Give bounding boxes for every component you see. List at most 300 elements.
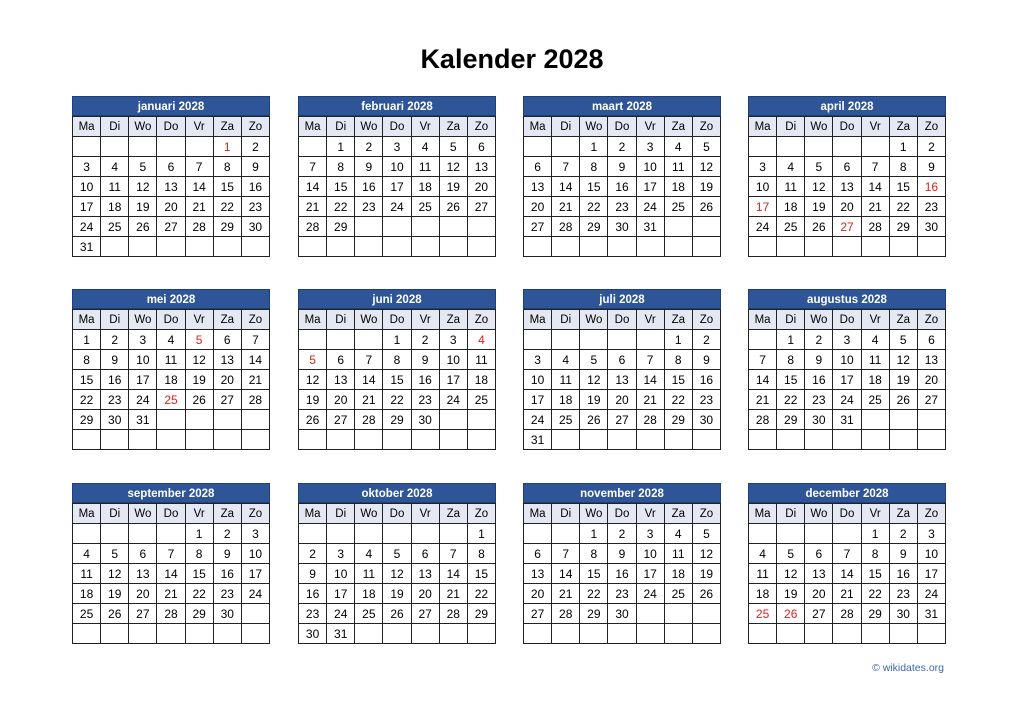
day-cell: 7: [299, 157, 327, 177]
empty-cell: [383, 237, 411, 257]
day-cell: 14: [355, 370, 383, 390]
weekday-label: Vr: [636, 117, 664, 137]
day-cell: 19: [889, 370, 917, 390]
week-row: [524, 330, 721, 350]
day-cell: 31: [636, 217, 664, 237]
empty-cell: [467, 217, 495, 237]
empty-cell: [157, 137, 185, 157]
empty-cell: [692, 430, 720, 450]
week-row: [749, 237, 946, 257]
week-row: [524, 137, 721, 157]
day-cell: 22: [327, 197, 355, 217]
month-11: [748, 483, 946, 644]
day-cell: 1: [580, 137, 608, 157]
day-cell: 20: [411, 584, 439, 604]
day-cell: 21: [439, 584, 467, 604]
day-cell: 20: [608, 390, 636, 410]
empty-cell: [185, 410, 213, 430]
day-cell: 24: [749, 217, 777, 237]
day-cell: 23: [608, 584, 636, 604]
day-cell: 9: [411, 350, 439, 370]
day-cell: 7: [185, 157, 213, 177]
day-cell: 7: [552, 544, 580, 564]
day-cell: 31: [327, 624, 355, 644]
empty-cell: [129, 237, 157, 257]
week-row: [299, 584, 496, 604]
day-cell: 3: [241, 524, 269, 544]
empty-cell: [241, 237, 269, 257]
empty-cell: [241, 604, 269, 624]
empty-cell: [749, 237, 777, 257]
day-cell: 23: [608, 197, 636, 217]
day-cell: 12: [692, 157, 720, 177]
weekday-label: Za: [213, 310, 241, 330]
empty-cell: [101, 237, 129, 257]
weekday-label: Di: [327, 310, 355, 330]
week-row: [73, 564, 270, 584]
weekday-row: [299, 504, 496, 524]
empty-cell: [749, 624, 777, 644]
month-header: oktober 2028: [298, 483, 496, 503]
day-cell: 27: [467, 197, 495, 217]
day-cell: 22: [580, 584, 608, 604]
weekday-label: Za: [213, 117, 241, 137]
day-cell: 11: [411, 157, 439, 177]
holiday-day-cell: 26: [777, 604, 805, 624]
day-cell: 27: [917, 390, 945, 410]
month-header: maart 2028: [523, 96, 721, 116]
day-cell: 7: [749, 350, 777, 370]
day-cell: 18: [101, 197, 129, 217]
day-cell: 8: [185, 544, 213, 564]
day-cell: 2: [355, 137, 383, 157]
day-cell: 2: [608, 137, 636, 157]
day-cell: 29: [889, 217, 917, 237]
empty-cell: [524, 524, 552, 544]
day-cell: 6: [524, 544, 552, 564]
day-cell: 15: [777, 370, 805, 390]
day-cell: 1: [73, 330, 101, 350]
day-cell: 6: [327, 350, 355, 370]
day-cell: 19: [383, 584, 411, 604]
month-header: juli 2028: [523, 289, 721, 309]
week-row: [524, 604, 721, 624]
day-cell: 31: [129, 410, 157, 430]
day-cell: 12: [580, 370, 608, 390]
empty-cell: [805, 524, 833, 544]
empty-cell: [636, 624, 664, 644]
day-cell: 30: [608, 604, 636, 624]
day-cell: 13: [327, 370, 355, 390]
day-cell: 19: [692, 177, 720, 197]
day-cell: 23: [299, 604, 327, 624]
empty-cell: [383, 624, 411, 644]
day-cell: 11: [552, 370, 580, 390]
day-cell: 22: [889, 197, 917, 217]
weekday-label: Zo: [917, 310, 945, 330]
day-cell: 15: [327, 177, 355, 197]
day-cell: 28: [749, 410, 777, 430]
day-cell: 19: [101, 584, 129, 604]
week-row: [524, 430, 721, 450]
week-row: [299, 624, 496, 644]
week-row: [749, 370, 946, 390]
day-cell: 17: [327, 584, 355, 604]
empty-cell: [355, 217, 383, 237]
day-cell: 18: [157, 370, 185, 390]
empty-cell: [861, 137, 889, 157]
day-cell: 2: [101, 330, 129, 350]
day-cell: 31: [524, 430, 552, 450]
weekday-label: Do: [383, 117, 411, 137]
week-row: [524, 217, 721, 237]
weekday-label: Za: [889, 504, 917, 524]
empty-cell: [749, 137, 777, 157]
day-cell: 22: [664, 390, 692, 410]
day-cell: 2: [692, 330, 720, 350]
weekday-label: Vr: [185, 117, 213, 137]
day-cell: 28: [157, 604, 185, 624]
day-cell: 8: [580, 544, 608, 564]
day-cell: 26: [805, 217, 833, 237]
weekday-label: Di: [777, 117, 805, 137]
empty-cell: [185, 137, 213, 157]
month-table: [72, 116, 270, 257]
day-cell: 20: [327, 390, 355, 410]
day-cell: 1: [467, 524, 495, 544]
weekday-label: Ma: [749, 504, 777, 524]
day-cell: 13: [833, 177, 861, 197]
week-row: [299, 350, 496, 370]
weekday-label: Wo: [355, 504, 383, 524]
day-cell: 25: [552, 410, 580, 430]
day-cell: 13: [411, 564, 439, 584]
day-cell: 4: [355, 544, 383, 564]
day-cell: 1: [777, 330, 805, 350]
weekday-label: Do: [157, 504, 185, 524]
day-cell: 3: [833, 330, 861, 350]
empty-cell: [213, 624, 241, 644]
day-cell: 12: [777, 564, 805, 584]
month-7: [748, 289, 946, 450]
day-cell: 9: [805, 350, 833, 370]
day-cell: 13: [524, 177, 552, 197]
day-cell: 11: [861, 350, 889, 370]
weekday-label: Ma: [73, 504, 101, 524]
empty-cell: [664, 604, 692, 624]
month-3: [748, 96, 946, 257]
day-cell: 15: [580, 564, 608, 584]
week-row: [524, 390, 721, 410]
day-cell: 12: [185, 350, 213, 370]
day-cell: 17: [524, 390, 552, 410]
day-cell: 14: [552, 177, 580, 197]
week-row: [299, 390, 496, 410]
weekday-row: [524, 117, 721, 137]
day-cell: 29: [580, 217, 608, 237]
empty-cell: [185, 624, 213, 644]
empty-cell: [664, 624, 692, 644]
day-cell: 18: [861, 370, 889, 390]
day-cell: 6: [213, 330, 241, 350]
day-cell: 25: [467, 390, 495, 410]
week-row: [524, 157, 721, 177]
empty-cell: [157, 430, 185, 450]
weekday-label: Do: [157, 117, 185, 137]
day-cell: 23: [889, 584, 917, 604]
day-cell: 27: [411, 604, 439, 624]
empty-cell: [917, 624, 945, 644]
day-cell: 28: [185, 217, 213, 237]
empty-cell: [157, 237, 185, 257]
day-cell: 25: [101, 217, 129, 237]
day-cell: 5: [129, 157, 157, 177]
month-10: [523, 483, 721, 644]
day-cell: 2: [889, 524, 917, 544]
day-cell: 10: [749, 177, 777, 197]
empty-cell: [439, 237, 467, 257]
day-cell: 21: [157, 584, 185, 604]
day-cell: 22: [580, 197, 608, 217]
week-row: [299, 370, 496, 390]
day-cell: 2: [917, 137, 945, 157]
month-header: februari 2028: [298, 96, 496, 116]
day-cell: 3: [439, 330, 467, 350]
weekday-label: Di: [552, 310, 580, 330]
day-cell: 4: [664, 524, 692, 544]
day-cell: 25: [73, 604, 101, 624]
day-cell: 26: [129, 217, 157, 237]
day-cell: 4: [411, 137, 439, 157]
day-cell: 23: [241, 197, 269, 217]
empty-cell: [917, 430, 945, 450]
day-cell: 3: [129, 330, 157, 350]
day-cell: 23: [411, 390, 439, 410]
day-cell: 3: [327, 544, 355, 564]
month-header: september 2028: [72, 483, 270, 503]
weekday-row: [73, 310, 270, 330]
month-header: december 2028: [748, 483, 946, 503]
day-cell: 14: [157, 564, 185, 584]
week-row: [299, 524, 496, 544]
day-cell: 19: [805, 197, 833, 217]
day-cell: 13: [917, 350, 945, 370]
day-cell: 23: [355, 197, 383, 217]
day-cell: 30: [889, 604, 917, 624]
day-cell: 14: [833, 564, 861, 584]
day-cell: 1: [664, 330, 692, 350]
empty-cell: [213, 410, 241, 430]
month-table: [523, 116, 721, 257]
day-cell: 4: [664, 137, 692, 157]
day-cell: 27: [608, 410, 636, 430]
empty-cell: [73, 430, 101, 450]
day-cell: 17: [636, 564, 664, 584]
empty-cell: [185, 430, 213, 450]
day-cell: 15: [383, 370, 411, 390]
month-5: [298, 289, 496, 450]
day-cell: 10: [241, 544, 269, 564]
day-cell: 25: [861, 390, 889, 410]
day-cell: 18: [664, 177, 692, 197]
empty-cell: [355, 330, 383, 350]
empty-cell: [777, 137, 805, 157]
weekday-row: [749, 504, 946, 524]
week-row: [299, 237, 496, 257]
day-cell: 28: [833, 604, 861, 624]
day-cell: 7: [636, 350, 664, 370]
weekday-label: Wo: [129, 310, 157, 330]
day-cell: 28: [299, 217, 327, 237]
week-row: [749, 217, 946, 237]
empty-cell: [299, 330, 327, 350]
week-row: [73, 237, 270, 257]
day-cell: 9: [241, 157, 269, 177]
weekday-label: Do: [833, 504, 861, 524]
day-cell: 29: [664, 410, 692, 430]
weekday-row: [299, 117, 496, 137]
week-row: [299, 410, 496, 430]
empty-cell: [580, 430, 608, 450]
empty-cell: [749, 330, 777, 350]
weekday-label: Do: [157, 310, 185, 330]
day-cell: 10: [833, 350, 861, 370]
day-cell: 20: [157, 197, 185, 217]
weekday-label: Vr: [185, 504, 213, 524]
day-cell: 6: [157, 157, 185, 177]
empty-cell: [383, 217, 411, 237]
day-cell: 2: [608, 524, 636, 544]
empty-cell: [299, 137, 327, 157]
empty-cell: [833, 137, 861, 157]
day-cell: 17: [917, 564, 945, 584]
day-cell: 11: [73, 564, 101, 584]
day-cell: 14: [439, 564, 467, 584]
day-cell: 29: [73, 410, 101, 430]
week-row: [749, 390, 946, 410]
weekday-label: Vr: [636, 504, 664, 524]
day-cell: 11: [664, 544, 692, 564]
week-row: [749, 624, 946, 644]
empty-cell: [861, 237, 889, 257]
weekday-label: Zo: [467, 310, 495, 330]
day-cell: 6: [833, 157, 861, 177]
day-cell: 22: [467, 584, 495, 604]
day-cell: 18: [552, 390, 580, 410]
day-cell: 19: [185, 370, 213, 390]
day-cell: 29: [327, 217, 355, 237]
day-cell: 24: [383, 197, 411, 217]
week-row: [73, 350, 270, 370]
day-cell: 14: [636, 370, 664, 390]
day-cell: 5: [439, 137, 467, 157]
month-table: [748, 503, 946, 644]
day-cell: 7: [439, 544, 467, 564]
empty-cell: [749, 430, 777, 450]
day-cell: 17: [383, 177, 411, 197]
empty-cell: [327, 524, 355, 544]
day-cell: 5: [383, 544, 411, 564]
empty-cell: [889, 237, 917, 257]
day-cell: 18: [411, 177, 439, 197]
empty-cell: [692, 217, 720, 237]
day-cell: 24: [73, 217, 101, 237]
day-cell: 1: [580, 524, 608, 544]
weekday-label: Do: [608, 310, 636, 330]
day-cell: 24: [327, 604, 355, 624]
empty-cell: [439, 430, 467, 450]
weekday-label: Ma: [299, 117, 327, 137]
empty-cell: [552, 524, 580, 544]
week-row: [73, 604, 270, 624]
day-cell: 9: [889, 544, 917, 564]
day-cell: 19: [129, 197, 157, 217]
day-cell: 25: [411, 197, 439, 217]
holiday-day-cell: 1: [213, 137, 241, 157]
week-row: [524, 370, 721, 390]
empty-cell: [467, 237, 495, 257]
day-cell: 16: [805, 370, 833, 390]
day-cell: 6: [608, 350, 636, 370]
day-cell: 6: [467, 137, 495, 157]
empty-cell: [833, 524, 861, 544]
day-cell: 18: [749, 584, 777, 604]
weekday-label: Wo: [805, 117, 833, 137]
day-cell: 21: [861, 197, 889, 217]
day-cell: 16: [299, 584, 327, 604]
day-cell: 2: [241, 137, 269, 157]
day-cell: 24: [241, 584, 269, 604]
day-cell: 14: [861, 177, 889, 197]
day-cell: 12: [129, 177, 157, 197]
day-cell: 30: [241, 217, 269, 237]
empty-cell: [467, 430, 495, 450]
empty-cell: [749, 524, 777, 544]
empty-cell: [355, 524, 383, 544]
month-header: april 2028: [748, 96, 946, 116]
empty-cell: [861, 430, 889, 450]
month-table: [72, 309, 270, 450]
empty-cell: [917, 410, 945, 430]
day-cell: 15: [185, 564, 213, 584]
weekday-label: Vr: [861, 117, 889, 137]
day-cell: 18: [355, 584, 383, 604]
day-cell: 8: [383, 350, 411, 370]
day-cell: 30: [101, 410, 129, 430]
empty-cell: [411, 624, 439, 644]
day-cell: 8: [580, 157, 608, 177]
empty-cell: [692, 237, 720, 257]
empty-cell: [327, 430, 355, 450]
week-row: [749, 197, 946, 217]
weekday-label: Wo: [805, 310, 833, 330]
empty-cell: [355, 237, 383, 257]
day-cell: 4: [861, 330, 889, 350]
weekday-row: [73, 504, 270, 524]
empty-cell: [73, 137, 101, 157]
day-cell: 20: [524, 197, 552, 217]
empty-cell: [636, 430, 664, 450]
empty-cell: [692, 604, 720, 624]
day-cell: 27: [129, 604, 157, 624]
week-row: [524, 197, 721, 217]
weekday-label: Zo: [917, 117, 945, 137]
weekday-label: Zo: [241, 310, 269, 330]
day-cell: 10: [524, 370, 552, 390]
day-cell: 17: [636, 177, 664, 197]
week-row: [524, 410, 721, 430]
weekday-label: Za: [439, 504, 467, 524]
